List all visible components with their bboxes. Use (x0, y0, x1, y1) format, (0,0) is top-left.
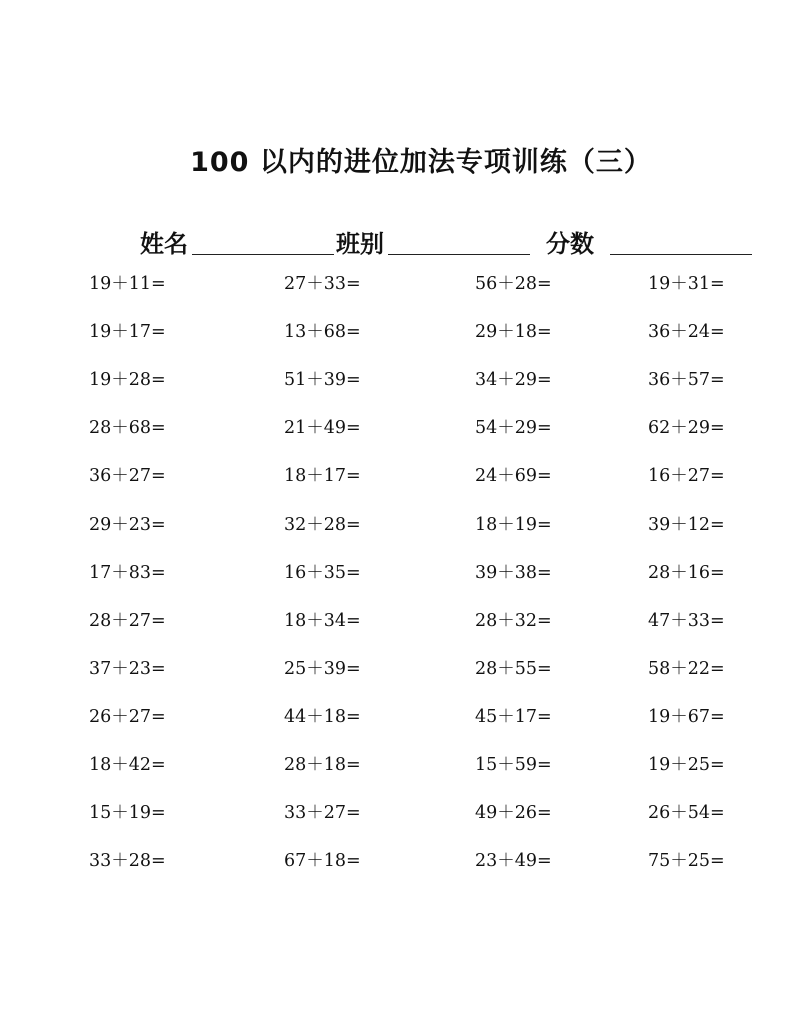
problem-item: 36＋24= (648, 322, 725, 343)
problem-item: 28＋32= (475, 610, 552, 631)
problem-item: 13＋68= (284, 322, 361, 343)
problem-item: 75＋25= (648, 851, 725, 872)
problem-item: 26＋27= (89, 706, 166, 727)
problem-item: 56＋28= (475, 274, 552, 294)
problem-item: 36＋27= (89, 466, 166, 487)
problem-item: 18＋42= (89, 755, 166, 775)
problem-item: 28＋16= (648, 562, 725, 583)
problem-item: 16＋27= (648, 466, 725, 487)
problem-item: 67＋18= (284, 851, 361, 872)
problem-item: 33＋27= (284, 803, 361, 824)
problem-item: 54＋29= (475, 418, 552, 439)
problem-item: 15＋19= (89, 803, 166, 824)
problem-item: 28＋27= (89, 610, 166, 631)
problem-item: 37＋23= (89, 658, 166, 679)
problem-item: 28＋55= (475, 658, 552, 679)
score-label: 分数 (546, 230, 594, 258)
problem-item: 29＋23= (89, 514, 166, 535)
class-blank-line[interactable] (388, 254, 530, 255)
name-label: 姓名 (140, 230, 188, 258)
problem-item: 39＋38= (475, 562, 552, 583)
problem-item: 39＋12= (648, 514, 725, 535)
problem-item: 15＋59= (475, 755, 552, 775)
problem-item: 27＋33= (284, 274, 361, 294)
score-blank-line[interactable] (610, 254, 752, 255)
problem-item: 49＋26= (475, 803, 552, 824)
problem-item: 33＋28= (89, 851, 166, 872)
problem-item: 16＋35= (284, 562, 361, 583)
problem-item: 26＋54= (648, 803, 725, 824)
problem-item: 19＋17= (89, 322, 166, 343)
problem-item: 28＋18= (284, 755, 361, 775)
problem-item: 17＋83= (89, 562, 166, 583)
problem-item: 36＋57= (648, 370, 725, 391)
problem-item: 24＋69= (475, 466, 552, 487)
problem-item: 45＋17= (475, 706, 552, 727)
class-label: 班别 (336, 230, 384, 258)
problem-item: 51＋39= (284, 370, 361, 391)
problem-item: 44＋18= (284, 706, 361, 727)
problem-item: 25＋39= (284, 658, 361, 679)
problem-item: 47＋33= (648, 610, 725, 631)
problem-item: 19＋11= (89, 274, 166, 294)
problem-item: 23＋49= (475, 851, 552, 872)
problem-item: 19＋67= (648, 706, 725, 727)
problem-item: 58＋22= (648, 658, 725, 679)
problem-item: 34＋29= (475, 370, 552, 391)
problem-item: 19＋31= (648, 274, 725, 294)
problem-item: 32＋28= (284, 514, 361, 535)
problem-item: 18＋17= (284, 466, 361, 487)
problem-item: 28＋68= (89, 418, 166, 439)
problem-item: 18＋19= (475, 514, 552, 535)
worksheet-title: 100 以内的进位加法专项训练（三） (190, 147, 652, 178)
problem-item: 21＋49= (284, 418, 361, 439)
problem-item: 29＋18= (475, 322, 552, 343)
name-blank-line[interactable] (192, 254, 334, 255)
problem-item: 62＋29= (648, 418, 725, 439)
problem-item: 18＋34= (284, 610, 361, 631)
problem-item: 19＋25= (648, 755, 725, 775)
problem-item: 19＋28= (89, 370, 166, 391)
